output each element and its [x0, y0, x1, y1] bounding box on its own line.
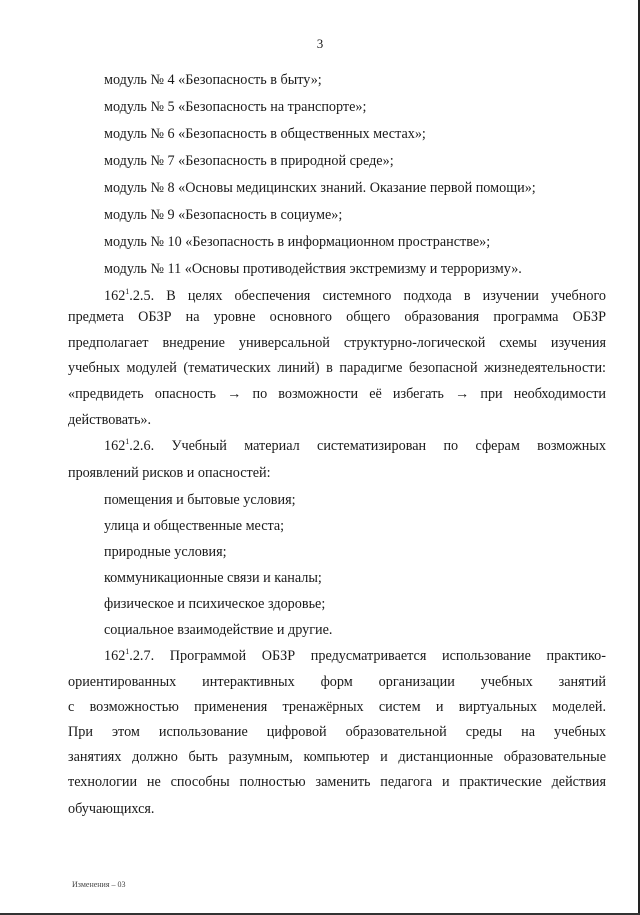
sphere-item: природные условия;	[104, 544, 227, 560]
module-item-8: модуль № 8 «Основы медицинских знаний. Оказание первой помощи»;	[104, 180, 536, 196]
paragraph-2-7-line-5: занятиях должно быть разумным, компьютер и дистанционные образовательные	[68, 749, 606, 765]
section-number: $162^1.2.6$.	[104, 437, 155, 454]
section-number: $162^1.2.7$.	[104, 647, 155, 664]
module-item-6: модуль № 6 «Безопасность в общественных местах»;	[104, 126, 426, 142]
module-item-11: модуль № 11 «Основы противодействия экстремизму и терроризму».	[104, 261, 522, 277]
module-item-7: модуль № 7 «Безопасность в природной среде»;	[104, 153, 394, 169]
paragraph-2-7-line-2: ориентированных интерактивных форм организации учебных занятий	[68, 674, 606, 690]
paragraph-2-7-line-7: обучающихся.	[68, 801, 155, 817]
sphere-item: физическое и психическое здоровье;	[104, 596, 326, 612]
footer-revision: Изменения – 03	[72, 880, 126, 889]
module-item-10: модуль № 10 «Безопасность в информационном пространстве»;	[104, 234, 491, 250]
paragraph-2-5-line-3: предполагает внедрение универсальной структурно-логической схемы изучения	[68, 335, 606, 351]
page-number: 3	[316, 36, 324, 51]
module-item-4: модуль № 4 «Безопасность в быту»;	[104, 72, 322, 88]
section-number: $162^1.2.5$.	[104, 287, 155, 304]
paragraph-2-6-line-2: проявлений рисков и опасностей:	[68, 465, 271, 481]
paragraph-2-6-line-1: $162^1.2.6$. Учебный материал систематизирован по сферам возможных	[104, 437, 606, 454]
paragraph-2-7-line-3: с возможностью применения тренажёрных систем и виртуальных моделей.	[68, 699, 606, 715]
paragraph-2-5-line-6: действовать».	[68, 412, 152, 428]
paragraph-2-5-line-4: учебных модулей (тематических линий) в парадигме безопасной жизнедеятельности:	[68, 360, 606, 376]
sphere-item: улица и общественные места;	[104, 518, 285, 534]
paragraph-2-7-line-1: $162^1.2.7$. Программой ОБЗР предусматривается использование практико-	[104, 647, 607, 664]
paragraph-2-7-line-6: технологии не способны полностью заменить педагога и практические действия	[68, 774, 606, 790]
sphere-item: социальное взаимодействие и другие.	[104, 622, 333, 638]
sphere-item: помещения и бытовые условия;	[104, 492, 296, 508]
module-item-9: модуль № 9 «Безопасность в социуме»;	[104, 207, 343, 223]
paragraph-2-5-line-2: предмета ОБЗР на уровне основного общего образования программа ОБЗР	[68, 309, 606, 325]
paragraph-2-5-line-5: «предвидеть опасность → по возможности её избегать → при необходимости	[68, 386, 606, 402]
paragraph-2-7-line-4: При этом использование цифровой образовательной среды на учебных	[68, 724, 606, 740]
sphere-item: коммуникационные связи и каналы;	[104, 570, 322, 586]
module-item-5: модуль № 5 «Безопасность на транспорте»;	[104, 99, 367, 115]
paragraph-2-5-line-1: $162^1.2.5$. В целях обеспечения системного подхода в изучении учебного	[104, 287, 607, 304]
